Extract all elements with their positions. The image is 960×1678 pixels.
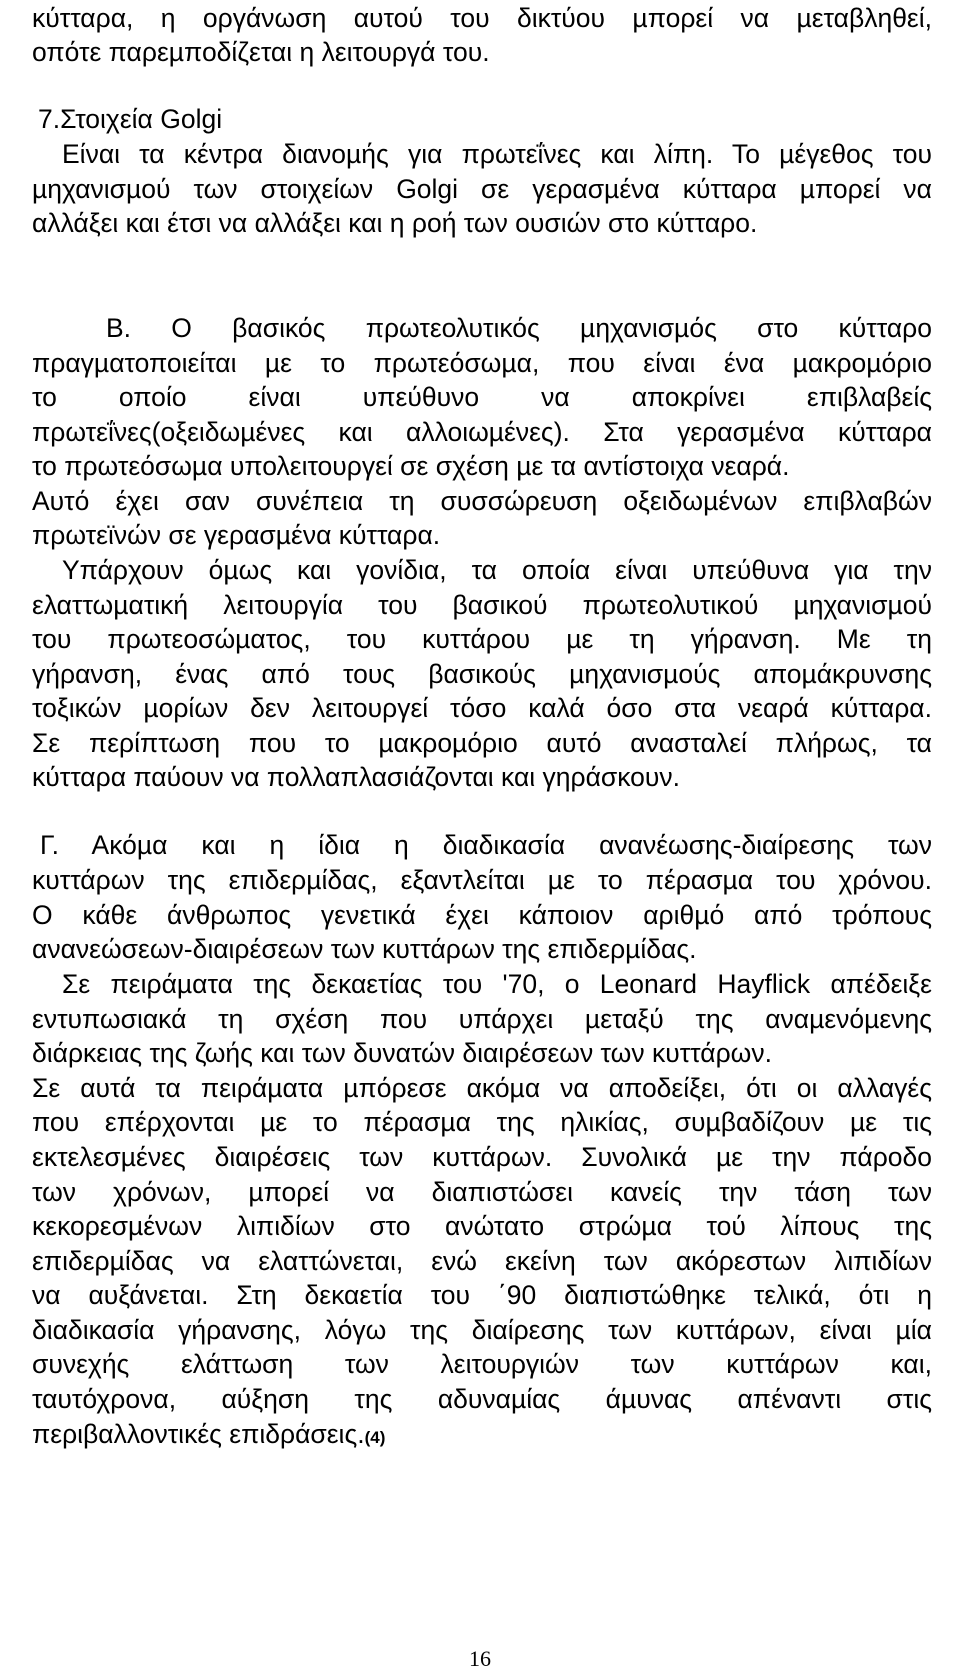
text-line: Ο κάθε άνθρωπος γενετικά έχει κάποιον αριθµό από τρόπους [32, 900, 932, 930]
last-text-line [32, 1417, 385, 1451]
text-line: αλλάξει και έτσι να αλλάξει και η ροή των ουσιών στο κύτταρο. [32, 208, 758, 238]
text-line: να αυξάνεται. Στη δεκαετία του ΄90 διαπιστώθηκε τελικά, ότι η [32, 1280, 932, 1310]
text-line: που επέρχονται µε το πέρασµα της ηλικίας, συµβαδίζουν µε τις [32, 1107, 932, 1137]
text-line: πρωτεϊνών σε γερασµένα κύτταρα. [32, 520, 441, 550]
text-line: Σε πειράµατα της δεκαετίας του '70, ο Leonard Hayflick απέδειξε [62, 969, 932, 999]
text-line: πραγµατοποιείται µε το πρωτεόσωµα, που είναι ένα µακροµόριο [32, 348, 932, 378]
document-page [32, 0, 934, 1678]
text-line: διάρκειας της ζωής και των δυνατών διαιρέσεων των κυττάρων. [32, 1038, 772, 1068]
text-line: διαδικασία γήρανσης, λόγω της διαίρεσης των κυττάρων, είναι µία [32, 1315, 932, 1345]
text-line: ελαττωµατική λειτουργία του βασικού πρωτεολυτικού µηχανισµού [32, 590, 932, 620]
text-line: κεκορεσµένων λιπιδίων στο ανώτατο στρώµα τού λίπους της [32, 1211, 932, 1241]
text-line: Είναι τα κέντρα διανοµής για πρωτεΐνες και λίπη. Το µέγεθος του [62, 139, 932, 169]
text-line: το οποίο είναι υπεύθυνο να αποκρίνει επιβλαβείς [32, 382, 932, 412]
text-line: συνεχής ελάττωση των λειτουργιών των κυττάρων και, [32, 1349, 932, 1379]
text-line: ταυτόχρονα, αύξηση της αδυναµίας άµυνας απέναντι στις [32, 1384, 932, 1414]
text-line: κυττάρων της επιδερµίδας, εξαντλείται µε το πέρασµα του χρόνου. [32, 865, 932, 895]
text-line: Β. Ο βασικός πρωτεολυτικός µηχανισµός στο κύτταρο [106, 313, 932, 343]
text-line: τοξικών µορίων δεν λειτουργεί τόσο καλά όσο στα νεαρά κύτταρα. [32, 693, 932, 723]
text-line: µηχανισµού των στοιχείων Golgi σε γερασµένα κύτταρα µπορεί να [32, 174, 932, 204]
text-line: κύτταρα, η οργάνωση αυτού του δικτύου µπορεί να µεταβληθεί, [32, 3, 932, 33]
text-line: γήρανση, ένας από τους βασικούς µηχανισµούς αποµάκρυνσης [32, 659, 932, 689]
text-line: Αυτό έχει σαν συνέπεια τη συσσώρευση οξειδωµένων επιβλαβών [32, 486, 932, 516]
text-line: των χρόνων, µπορεί να διαπιστώσει κανείς την τάση των [32, 1177, 932, 1207]
text-line: πρωτεΐνες(οξειδωµένες και αλλοιωµένες). Στα γερασµένα κύτταρα [32, 417, 932, 447]
text-line: Σε αυτά τα πειράµατα µπόρεσε ακόµα να αποδείξει, ότι οι αλλαγές [32, 1073, 932, 1103]
text-line: επιδερµίδας να ελαττώνεται, ενώ εκείνη των ακόρεστων λιπιδίων [32, 1246, 932, 1276]
text-line: εκτελεσµένες διαιρέσεις των κυττάρων. Συνολικά µε την πάροδο [32, 1142, 932, 1172]
text-line: περιβαλλοντικές επιδράσεις. [32, 1419, 365, 1449]
text-line: Υπάρχουν όµως και γονίδια, τα οποία είναι υπεύθυνα για την [62, 555, 932, 585]
text-line: Γ. Ακόµα και η ίδια η διαδικασία ανανέωσης-διαίρεσης των [40, 830, 932, 860]
text-line: οπότε παρεµποδίζεται η λειτουργά του. [32, 37, 490, 67]
text-line: εντυπωσιακά τη σχέση που υπάρχει µεταξύ της αναµενόµενης [32, 1004, 932, 1034]
text-line: Σε περίπτωση που το µακροµόριο αυτό ανασταλεί πλήρως, τα [32, 728, 932, 758]
page-number: 16 [469, 1646, 491, 1671]
text-line: το πρωτεόσωµα υπολειτουργεί σε σχέση µε τα αντίστοιχα νεαρά. [32, 451, 790, 481]
text-line: ανανεώσεων-διαιρέσεων των κυττάρων της επιδερµίδας. [32, 934, 697, 964]
reference-marker: (4) [364, 1428, 386, 1447]
section-heading: 7.Στοιχεία Golgi [38, 104, 223, 134]
text-line: κύτταρα παύουν να πολλαπλασιάζονται και γηράσκουν. [32, 762, 681, 792]
text-line: του πρωτεοσώµατος, του κυττάρου µε τη γήρανση. Με τη [32, 624, 932, 654]
